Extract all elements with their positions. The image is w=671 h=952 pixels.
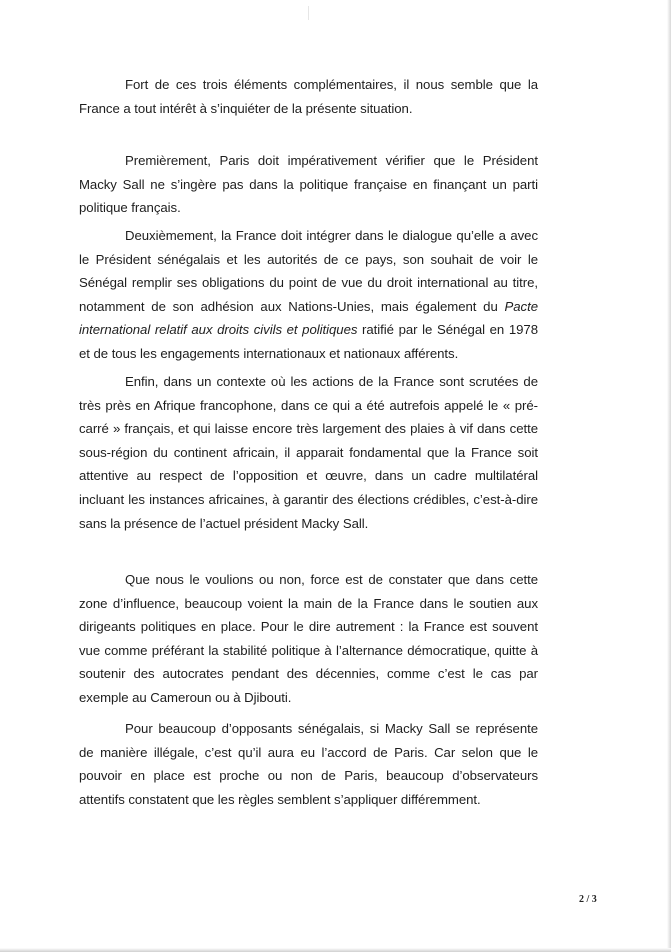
paragraph-1: Fort de ces trois éléments complémentaires, il nous semble que la France a tout intérêt à s’inquiéter de la présente situation.: [79, 77, 538, 116]
paragraph-5: Que nous le voulions ou non, force est de constater que dans cette zone d’influence, beaucoup voient la main de la France dans le soutien aux dirigeants politiques en place. Pour le dire autrement : la France est souvent vue comme préférant la stabilité politique à l’alternance démocratique, quitte à soutenir des autocrates pendant des décennies, comme c’est le cas par exemple au Cameroun ou à Djibouti.: [79, 572, 538, 705]
paragraph-3-italic-treaty: Pacte international relatif aux droits civils et politiques: [79, 298, 538, 338]
scan-edge-bottom: [0, 948, 671, 952]
page-number: 2 / 3: [579, 894, 597, 905]
paragraph-3: [79, 224, 538, 366]
paragraph-3-text-start: Deuxièmement, la France doit intégrer dans le dialogue qu’elle a avec le Président sénégalais et les autorités de ce pays, son souhait de voir le Sénégal remplir ses obligations du point de vue du droit international au titre, notamment de son adhésion aux Nations-Unies, mais également du: [79, 228, 538, 314]
paragraph-3-text-end: ratifié par le Sénégal en 1978 et de tous les engagements internationaux et nationaux afférents.: [79, 322, 538, 361]
paragraph-2: Premièrement, Paris doit impérativement vérifier que le Président Macky Sall ne s’ingère pas dans la politique française en finançant un parti politique français.: [79, 153, 538, 216]
paragraph-4: Enfin, dans un contexte où les actions de la France sont scrutées de très près en Afrique francophone, dans ce qui a été autrefois appelé le « pré-carré » français, et qui laisse encore très largement des plaies à vif dans cette sous-région du continent africain, il apparait fondamental que la France soit attentive au respect de l’opposition et œuvre, dans un cadre multilatéral incluant les instances africaines, à garantir des élections crédibles, c’est-à-dire sans la présence de l’actuel président Macky Sall.: [79, 374, 538, 531]
scan-artifact: [308, 6, 309, 20]
paragraph-6: Pour beaucoup d’opposants sénégalais, si Macky Sall se représente de manière illégale, c’est qu’il aura eu l’accord de Paris. Car selon que le pouvoir en place est proche ou non de Paris, beaucoup d’observateurs attentifs constatent que les règles semblent s’appliquer différemment.: [79, 721, 538, 807]
scan-edge-right: [667, 0, 671, 952]
